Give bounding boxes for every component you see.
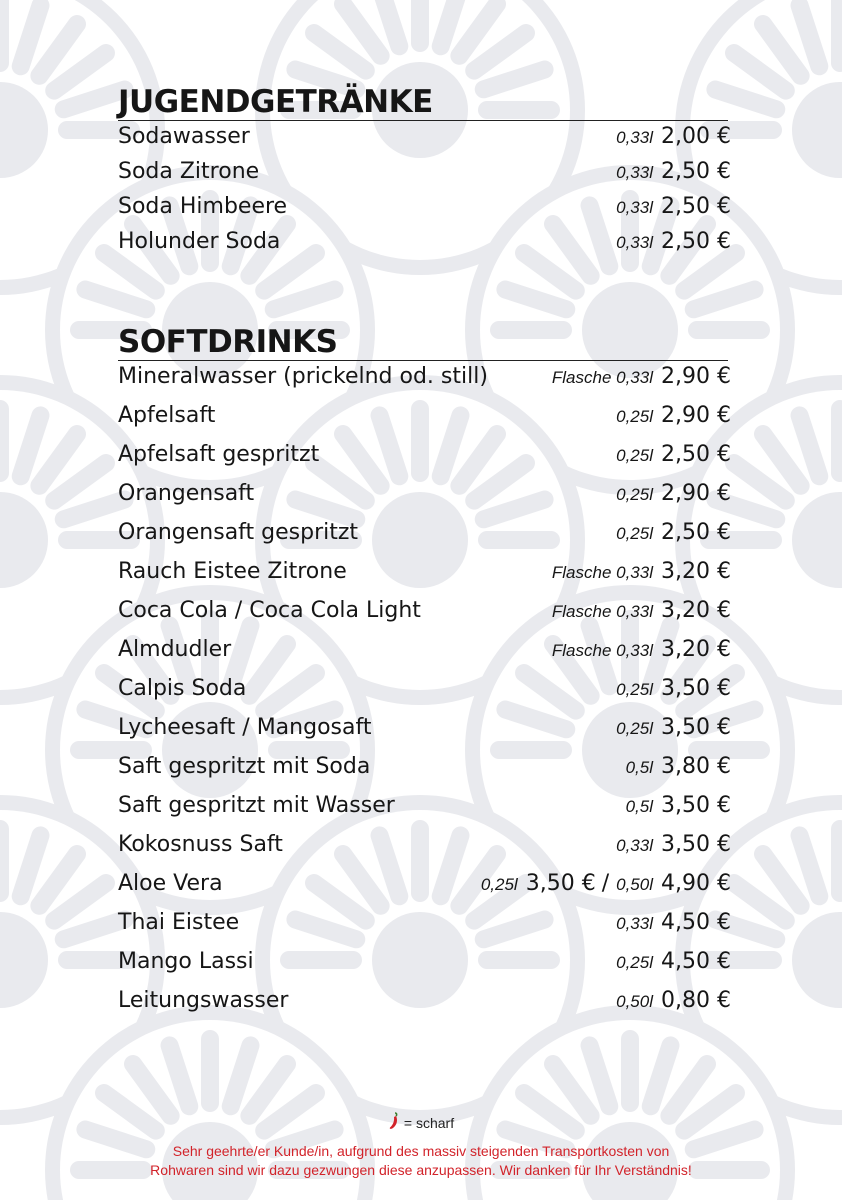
item-name: Aloe Vera	[118, 871, 223, 896]
menu-item	[118, 715, 731, 754]
item-name: Saft gespritzt mit Wasser	[118, 793, 395, 818]
item-price: 3,80 €	[661, 754, 731, 779]
item-volume: 0,33l	[616, 128, 653, 147]
item-list	[118, 124, 731, 264]
item-volume: 0,33l	[616, 233, 653, 252]
item-volume: Flasche 0,33l	[551, 602, 653, 621]
item-name: Holunder Soda	[118, 229, 281, 254]
item-volume: 0,33l	[616, 836, 653, 855]
menu-item	[118, 403, 731, 442]
item-volume: 0,25l	[616, 680, 653, 699]
menu-item	[118, 793, 731, 832]
item-price: 4,50 €	[661, 949, 731, 974]
item-name: Saft gespritzt mit Soda	[118, 754, 371, 779]
item-volume: 0,25l	[480, 875, 518, 894]
item-volume: Flasche 0,33l	[551, 641, 653, 660]
item-name: Orangensaft	[118, 481, 255, 506]
item-price: 3,50 €	[661, 832, 731, 857]
menu-item	[118, 754, 731, 793]
item-price: 3,50 €	[661, 676, 731, 701]
item-volume: Flasche 0,33l	[551, 563, 653, 582]
menu-item	[118, 520, 731, 559]
menu-item	[118, 194, 731, 229]
item-volume: 0,25l	[616, 485, 653, 504]
item-name: Soda Zitrone	[118, 159, 260, 184]
item-price: 2,50 €	[661, 194, 731, 219]
item-price: 2,50 €	[661, 229, 731, 254]
menu-item	[118, 637, 731, 676]
item-price: 2,90 €	[661, 481, 731, 506]
menu-item	[118, 159, 731, 194]
item-name: Calpis Soda	[118, 676, 247, 701]
item-name: Coca Cola / Coca Cola Light	[118, 598, 421, 623]
section-title: JUGENDGETRÄNKE	[118, 84, 728, 121]
menu-item	[118, 481, 731, 520]
item-name: Mineralwasser (prickelnd od. still)	[118, 364, 488, 389]
item-volume: 0,33l	[616, 198, 653, 217]
menu-item	[118, 949, 731, 988]
item-name: Apfelsaft	[118, 403, 216, 428]
item-price: 3,20 €	[661, 559, 731, 584]
price-notice	[0, 1142, 842, 1180]
item-volume: 0,25l	[616, 446, 653, 465]
item-list	[118, 364, 731, 1027]
item-name: Mango Lassi	[118, 949, 254, 974]
menu-item	[118, 229, 731, 264]
item-price: 2,50 €	[661, 520, 731, 545]
notice-line-2: Rohwaren sind wir dazu gezwungen diese anzupassen. Wir danken für Ihr Verständnis!	[150, 1162, 692, 1178]
item-name: Orangensaft gespritzt	[118, 520, 359, 545]
item-name: Leitungswasser	[118, 988, 289, 1013]
section-title: SOFTDRINKS	[118, 324, 728, 361]
item-volume: 0,5l	[625, 758, 653, 777]
legend-text: = scharf	[403, 1115, 455, 1131]
item-volume: 0,25l	[616, 719, 653, 738]
item-price: 0,80 €	[661, 988, 731, 1013]
item-price-2: 4,90 €	[661, 871, 731, 896]
item-price: 3,50 €	[661, 715, 731, 740]
item-price: 3,50 €	[661, 793, 731, 818]
item-name: Lycheesaft / Mangosaft	[118, 715, 372, 740]
menu-item	[118, 910, 731, 949]
item-name: Apfelsaft gespritzt	[118, 442, 320, 467]
item-price: 2,00 €	[661, 124, 731, 149]
item-price: 2,50 €	[661, 442, 731, 467]
item-volume: 0,33l	[616, 914, 653, 933]
item-volume-2: 0,50l	[616, 875, 653, 894]
notice-line-1: Sehr geehrte/er Kunde/in, aufgrund des massiv steigenden Transportkosten von	[172, 1143, 670, 1159]
item-name: Rauch Eistee Zitrone	[118, 559, 347, 584]
item-name: Almdudler	[118, 637, 232, 662]
item-price: 2,90 €	[661, 364, 731, 389]
menu-item	[118, 988, 731, 1027]
menu-item	[118, 676, 731, 715]
section-jugendgetraenke	[118, 84, 731, 264]
price-separator: /	[601, 871, 610, 896]
item-price: 4,50 €	[661, 910, 731, 935]
item-volume: 0,25l	[616, 407, 653, 426]
menu-item	[118, 364, 731, 403]
item-volume: 0,25l	[616, 953, 653, 972]
item-volume: Flasche 0,33l	[551, 368, 653, 387]
item-volume: 0,33l	[616, 163, 653, 182]
item-price: 3,20 €	[661, 637, 731, 662]
chili-pepper-icon	[388, 1112, 400, 1130]
item-volume: 0,25l	[616, 524, 653, 543]
item-price: 2,90 €	[661, 403, 731, 428]
menu-item	[118, 598, 731, 637]
item-name: Thai Eistee	[118, 910, 240, 935]
menu-item-aloe-vera	[118, 871, 731, 910]
item-price: 3,50 €	[525, 871, 596, 896]
item-volume: 0,5l	[625, 797, 653, 816]
menu-item	[118, 559, 731, 598]
legend	[0, 1112, 842, 1131]
item-volume: 0,50l	[616, 992, 653, 1011]
menu-item	[118, 124, 731, 159]
item-price: 3,20 €	[661, 598, 731, 623]
menu-item	[118, 442, 731, 481]
section-softdrinks	[118, 324, 731, 1027]
item-price: 2,50 €	[661, 159, 731, 184]
menu-item	[118, 832, 731, 871]
item-name: Sodawasser	[118, 124, 250, 149]
item-name: Soda Himbeere	[118, 194, 288, 219]
item-name: Kokosnuss Saft	[118, 832, 283, 857]
item-price-options	[480, 871, 731, 896]
